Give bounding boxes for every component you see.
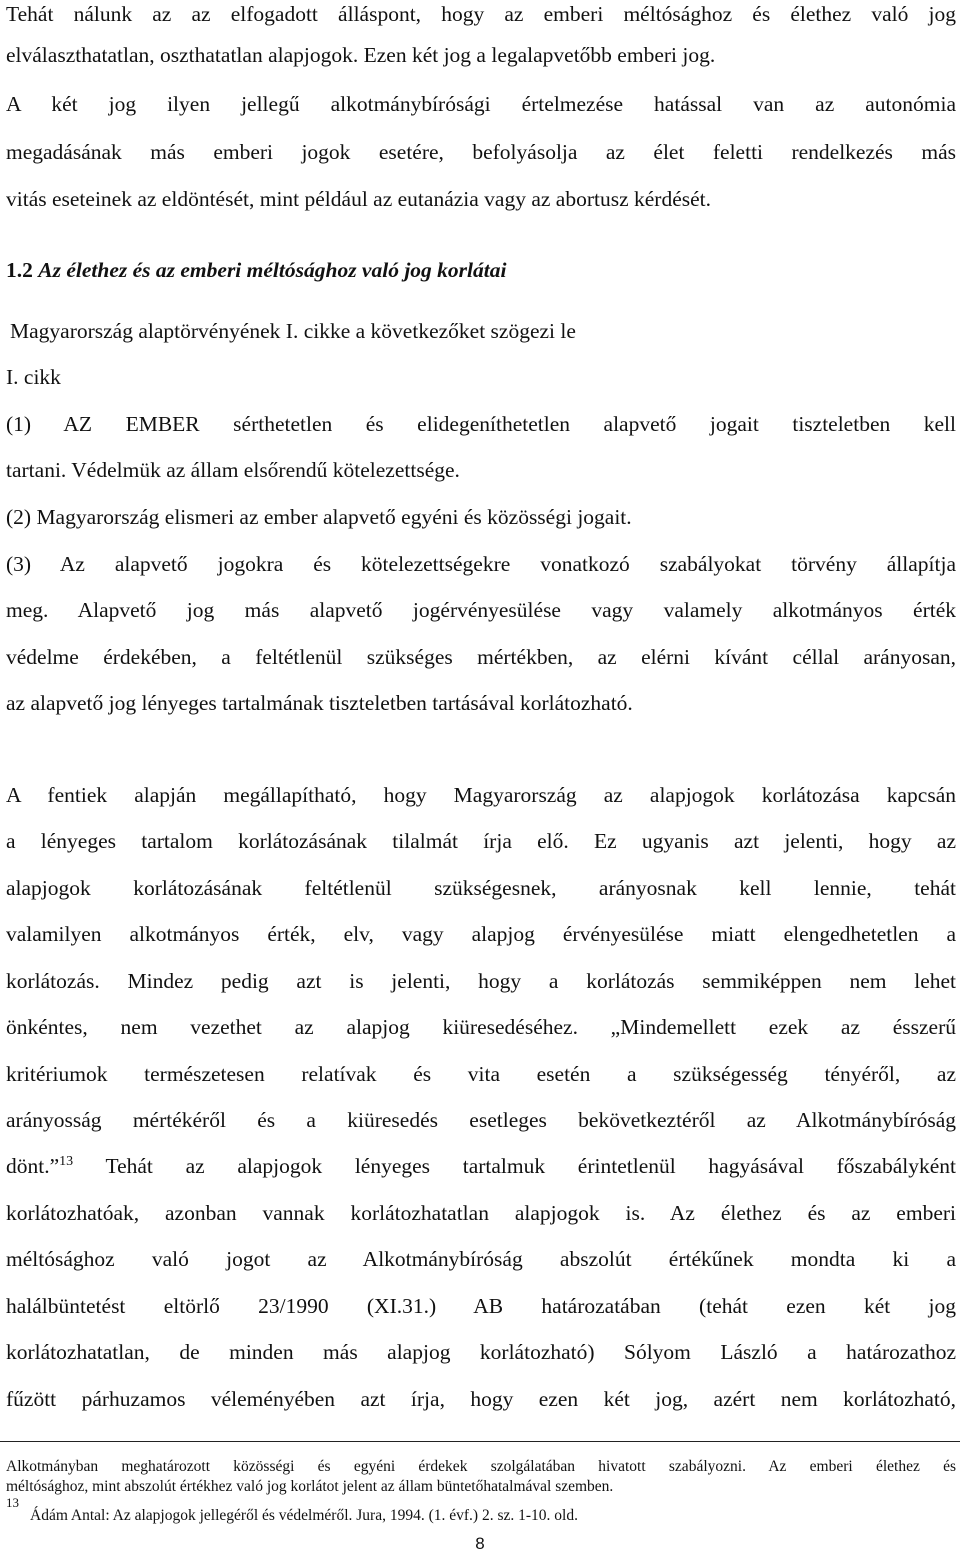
page-number: 8 [475, 1534, 485, 1553]
body-line: önkéntes, nem vezethet az alapjog kiüresedéséhez. „Mindemellett ezek az ésszerű [6, 1015, 956, 1039]
footnote-divider [0, 1441, 960, 1442]
body-text: Tehát az alapjogok lényeges tartalmuk érintetlenül hagyásával főszabályként [73, 1154, 956, 1178]
constitution-intro: Magyarország alaptörvényének I. cikke a következőket szögezi le [10, 319, 576, 343]
body-line: alapjogok korlátozásának feltétlenül szükségesnek, arányosnak kell lennie, tehát [6, 876, 956, 900]
article-paragraph-3-cont: meg. Alapvető jog más alapvető jogérvényesülése vagy valamely alkotmányos érték [6, 598, 956, 622]
body-line: kritériumok természetesen relatívak és vita esetén a szükségesség tényéről, az [6, 1062, 956, 1086]
section-title: Az élethez és az emberi méltósághoz való jog korlátai [38, 258, 507, 282]
body-line: méltósághoz való jogot az Alkotmánybíróság abszolút értékűnek mondta ki a [6, 1247, 956, 1271]
body-line: korlátozhatatlan, de minden más alapjog korlátozható) Sólyom László a határozathoz [6, 1340, 956, 1364]
quote-end: dönt.” [6, 1154, 60, 1178]
body-line: korlátozás. Mindez pedig azt is jelenti, hogy a korlátozás semmiképpen nem lehet [6, 969, 956, 993]
article-paragraph-3-cont: védelme érdekében, a feltétlenül szükséges mértékben, az elérni kívánt céllal arányosan, [6, 645, 956, 669]
body-line [6, 1152, 956, 1180]
body-line: arányosság mértékéről és a kiüresedés esetleges bekövetkeztéről az Alkotmánybíróság [6, 1108, 956, 1132]
body-line: halálbüntetést eltörlő 23/1990 (XI.31.) AB határozatában (tehát ezen két jog [6, 1294, 956, 1318]
article-paragraph-1: (1) AZ EMBER sérthetetlen és elidegeníthetetlen alapvető jogait tiszteletben kell [6, 412, 956, 436]
paragraph-line: A két jog ilyen jellegű alkotmánybírósági értelmezése hatással van az autonómia [6, 92, 956, 116]
footnote-continuation: Alkotmányban meghatározott közösségi és egyéni érdekek szolgálatában hivatott szabályozni. Az emberi élethez és [6, 1458, 956, 1475]
footnote-continuation: méltósághoz, mint abszolút értékhez való jog korlátot jelent az állam büntetőhatalmával szemben. [6, 1478, 614, 1495]
section-heading [6, 256, 506, 284]
paragraph-line: elválaszthatatlan, oszthatatlan alapjogok. Ezen két jog a legalapvetőbb emberi jog. [6, 43, 716, 67]
article-paragraph-1-cont: tartani. Védelmük az állam elsőrendű kötelezettsége. [6, 458, 460, 482]
footnote-reference[interactable]: 13 [59, 1153, 74, 1169]
body-line: fűzött párhuzamos véleményében azt írja, hogy ezen két jog, azért nem korlátozható, [6, 1387, 956, 1411]
article-paragraph-3: (3) Az alapvető jogokra és kötelezettségekre vonatkozó szabályokat törvény állapítja [6, 552, 956, 576]
section-number: 1.2 [6, 258, 33, 282]
body-line: valamilyen alkotmányos érték, elv, vagy alapjog érvényesülése miatt elengedhetetlen a [6, 922, 956, 946]
paragraph-line: vitás eseteinek az eldöntését, mint például az eutanázia vagy az abortusz kérdését. [6, 187, 712, 211]
body-line: korlátozhatóak, azonban vannak korlátozhatatlan alapjogok is. Az élethez és az emberi [6, 1201, 956, 1225]
article-paragraph-3-cont: az alapvető jog lényeges tartalmának tiszteletben tartásával korlátozható. [6, 691, 633, 715]
paragraph-line: megadásának más emberi jogok esetére, befolyásolja az élet feletti rendelkezés más [6, 140, 956, 164]
paragraph-line: Tehát nálunk az az elfogadott álláspont, hogy az emberi méltósághoz és élethez való jog [6, 2, 956, 26]
body-line: A fentiek alapján megállapítható, hogy Magyarország az alapjogok korlátozása kapcsán [6, 783, 956, 807]
footnote-13: Ádám Antal: Az alapjogok jellegéről és védelméről. Jura, 1994. (1. évf.) 2. sz. 1-10. old. [30, 1507, 578, 1524]
footnote-number: 13 [6, 1495, 19, 1510]
article-label: I. cikk [6, 365, 61, 389]
article-paragraph-2: (2) Magyarország elismeri az ember alapvető egyéni és közösségi jogait. [6, 505, 632, 529]
body-line: a lényeges tartalom korlátozásának tilalmát írja elő. Ez ugyanis azt jelenti, hogy az [6, 829, 956, 853]
